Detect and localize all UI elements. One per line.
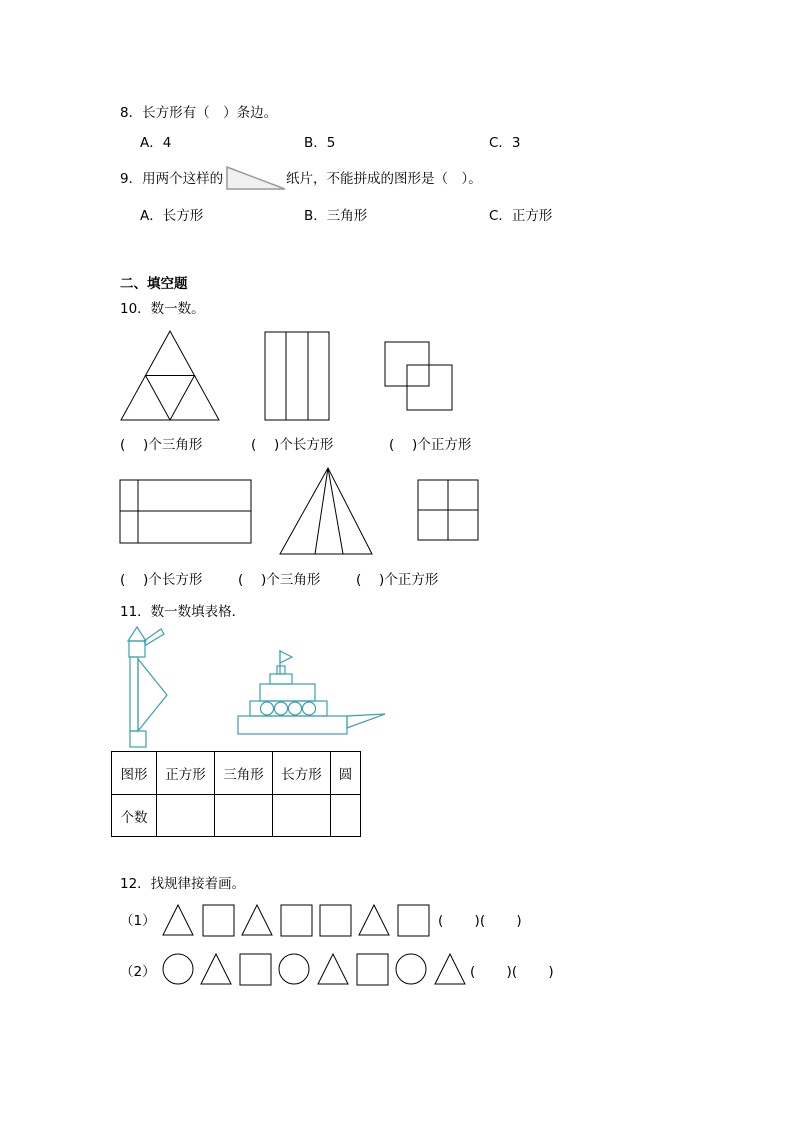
q12-row1-label: （1） <box>120 913 156 929</box>
q12-row1-pattern <box>160 900 440 942</box>
q8-option-c: C．3 <box>489 135 521 151</box>
pattern-triangle <box>318 954 348 984</box>
table-cell-square-count[interactable] <box>157 795 215 837</box>
pattern-square <box>357 954 388 985</box>
pattern-triangle <box>163 905 193 935</box>
q9-stem-before: 9．用两个这样的 <box>120 171 224 187</box>
pattern-triangle <box>242 905 272 935</box>
q10-blank-rectangles[interactable]: ( )个长方形 <box>251 437 334 453</box>
q12-row2-answer-blanks[interactable]: ( )( ) <box>470 964 554 980</box>
paper-triangle-figure <box>224 164 288 192</box>
q12-row2-pattern <box>160 950 470 992</box>
q10-blank-squares[interactable]: ( )个正方形 <box>389 437 472 453</box>
pattern-square <box>281 905 312 936</box>
pattern-square <box>203 905 234 936</box>
pattern-circle <box>396 954 426 984</box>
table-header-circle: 圆 <box>331 752 361 795</box>
q10-blank-rectangles-2[interactable]: ( )个长方形 <box>120 572 203 588</box>
q9-option-b: B．三角形 <box>304 208 368 224</box>
pattern-triangle <box>359 905 389 935</box>
q12-row2-label: （2） <box>120 964 156 980</box>
table-cell-rectangle-count[interactable] <box>273 795 331 837</box>
q11-figures <box>120 625 390 750</box>
pattern-square <box>320 905 351 936</box>
section-title: 二、填空题 <box>120 276 188 292</box>
table-header-shape: 图形 <box>112 752 157 795</box>
q8-option-a: A．4 <box>140 135 172 151</box>
pattern-circle <box>163 954 193 984</box>
q9-option-c: C．正方形 <box>489 208 553 224</box>
q10-blank-triangles-2[interactable]: ( )个三角形 <box>238 572 321 588</box>
pattern-triangle <box>435 954 465 984</box>
q8-option-b: B．5 <box>304 135 336 151</box>
pattern-square <box>398 905 429 936</box>
q10-stem: 10．数一数。 <box>120 301 205 317</box>
table-header-square: 正方形 <box>157 752 215 795</box>
table-row-label-count: 个数 <box>112 795 157 837</box>
q9-stem-after: 纸片，不能拼成的图形是（ ）。 <box>286 171 482 187</box>
table-header-rectangle: 长方形 <box>273 752 331 795</box>
table-header-triangle: 三角形 <box>215 752 273 795</box>
q8-stem: 8．长方形有（ ）条边。 <box>120 105 278 121</box>
ship-figure <box>238 650 385 734</box>
table-cell-circle-count[interactable] <box>331 795 361 837</box>
q10-blank-squares-2[interactable]: ( )个正方形 <box>356 572 439 588</box>
q12-row1-answer-blanks[interactable]: ( )( ) <box>438 913 522 929</box>
pattern-circle <box>279 954 309 984</box>
tower-figure <box>128 627 167 747</box>
table-cell-triangle-count[interactable] <box>215 795 273 837</box>
split-rectangle-figure <box>265 332 329 420</box>
pattern-square <box>240 954 271 985</box>
q11-stem: 11．数一数填表格． <box>120 604 246 620</box>
shape-count-table <box>111 751 361 837</box>
pattern-triangle <box>201 954 231 984</box>
q9-option-a: A．长方形 <box>140 208 204 224</box>
q12-stem: 12．找规律接着画。 <box>120 876 246 892</box>
q10-blank-triangles[interactable]: ( )个三角形 <box>120 437 203 453</box>
